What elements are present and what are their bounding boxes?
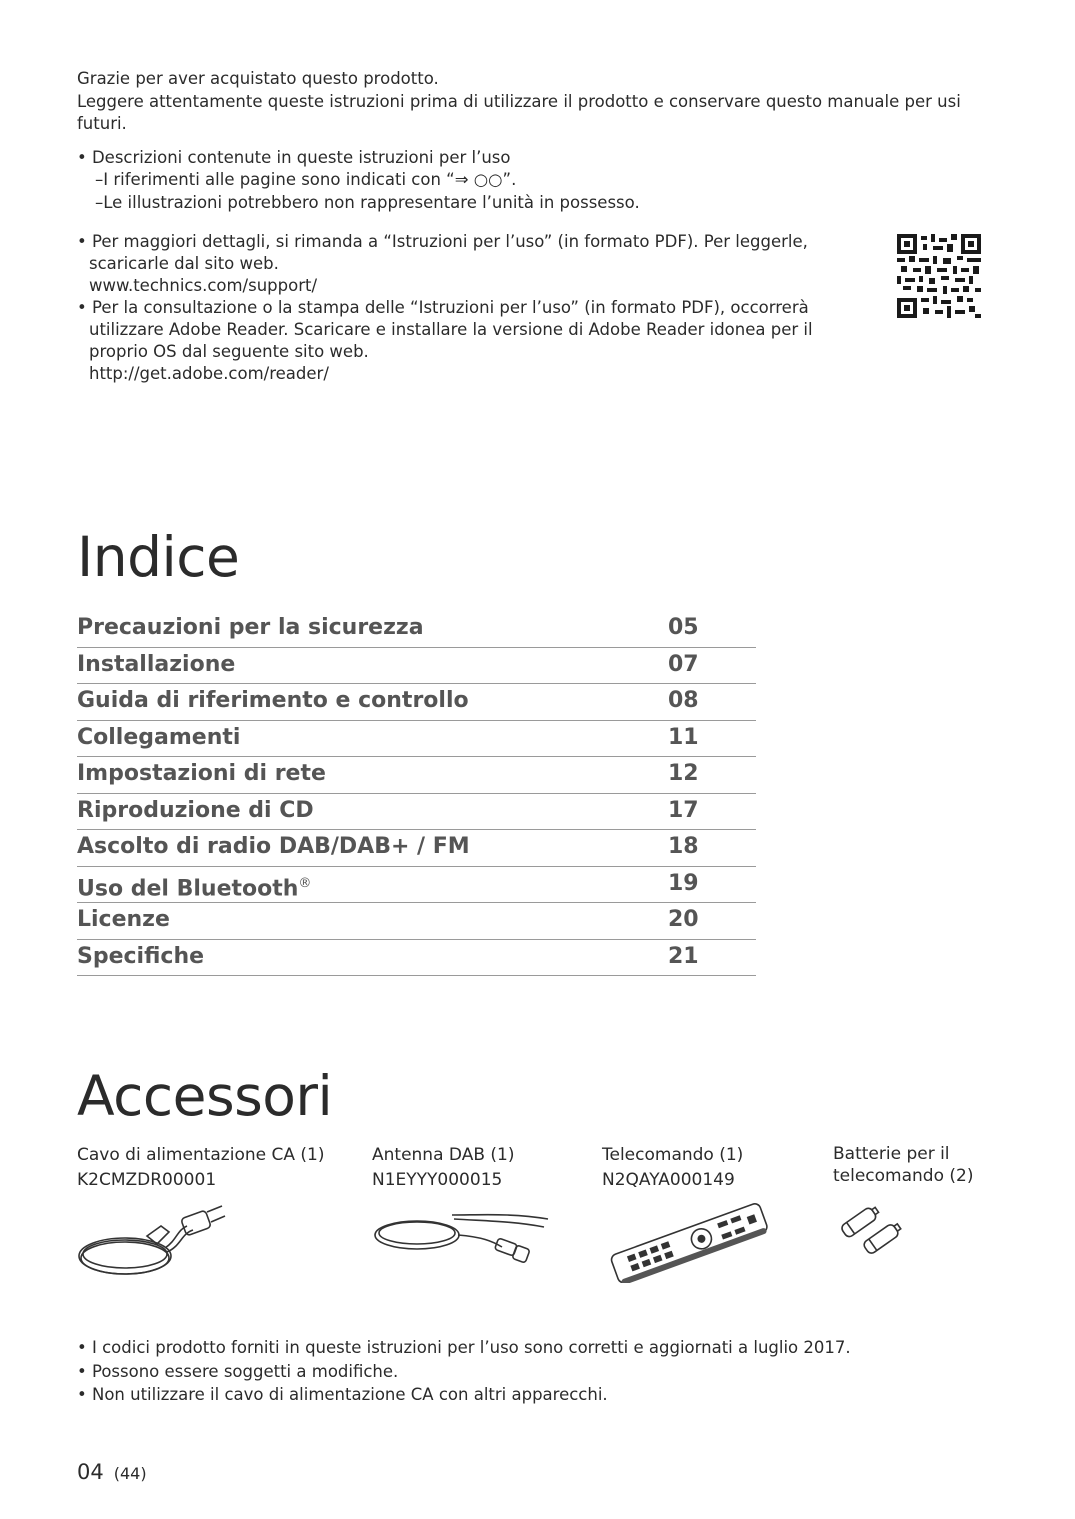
qr-code-icon <box>897 234 981 318</box>
power-cord-icon <box>77 1200 227 1280</box>
toc-entry-connections[interactable]: Collegamenti 11 <box>77 721 756 758</box>
dash-mark: – <box>95 192 104 212</box>
sub-illustrations: –Le illustrazioni potrebbero non rappresentare l’unità in possesso. <box>95 192 640 212</box>
url-adobe-reader[interactable]: http://get.adobe.com/reader/ <box>89 364 329 383</box>
accessories-title: Accessori <box>77 1064 333 1128</box>
dab-antenna-icon <box>372 1205 552 1270</box>
toc-entry-specs[interactable]: Specifiche 21 <box>77 940 756 977</box>
remote-control-icon <box>602 1203 772 1283</box>
accessory-batteries: Batterie per il telecomando (2) <box>833 1144 974 1186</box>
registered-mark: ® <box>298 875 312 891</box>
toc-entry-safety[interactable]: Precauzioni per la sicurezza 05 <box>77 611 756 648</box>
bullet-pdf-details: • Per maggiori dettagli, si rimanda a “Istruzioni per l’uso” (in formato PDF). Per leggerle, scaricarle dal sito web. <box>77 232 808 273</box>
toc-entry-controls[interactable]: Guida di riferimento e controllo 08 <box>77 684 756 721</box>
dash-mark: – <box>95 170 104 189</box>
toc-entry-bluetooth[interactable]: Uso del Bluetooth® 19 <box>77 867 756 904</box>
sub-page-references: –I riferimenti alle pagine sono indicati con “⇒ ○○”. <box>95 170 517 189</box>
page-footer <box>77 1460 147 1484</box>
bullet-adobe-reader: • Per la consultazione o la stampa delle “Istruzioni per l’uso” (in formato PDF), occorrerà utilizzare Adobe Reader. Scaricare e installare la versione di Adobe Reader idonea per il proprio OS dal seguente sito web. <box>77 298 813 361</box>
batteries-icon <box>833 1203 913 1258</box>
toc-entry-installation[interactable]: Installazione 07 <box>77 648 756 685</box>
intro-read-instructions: Leggere attentamente queste istruzioni prima di utilizzare il prodotto e conservare questo manuale per usi futuri. <box>77 92 961 133</box>
notes-descriptions <box>77 147 867 214</box>
url-technics-support[interactable]: www.technics.com/support/ <box>89 276 318 295</box>
footnote-power-cord: • Non utilizzare il cavo di alimentazione CA con altri apparecchi. <box>77 1385 608 1404</box>
toc-entry-network[interactable]: Impostazioni di rete 12 <box>77 757 756 794</box>
table-of-contents <box>77 611 756 976</box>
page-total: (44) <box>113 1464 147 1483</box>
toc-entry-cd[interactable]: Riproduzione di CD 17 <box>77 794 756 831</box>
notes-pdf <box>77 231 837 385</box>
accessory-dab-antenna: Antenna DAB (1) N1EYYY000015 <box>372 1145 515 1190</box>
footnote-changes: • Possono essere soggetti a modifiche. <box>77 1361 399 1381</box>
intro-text <box>77 68 997 136</box>
accessory-remote: Telecomando (1) N2QAYA000149 <box>602 1145 744 1190</box>
intro-thanks: Grazie per aver acquistato questo prodotto. <box>77 69 439 88</box>
footnotes <box>77 1336 997 1407</box>
accessory-power-cord: Cavo di alimentazione CA (1) K2CMZDR00001 <box>77 1145 325 1190</box>
footnote-codes: • I codici prodotto forniti in queste istruzioni per l’uso sono corretti e aggiornati a luglio 2017. <box>77 1338 851 1357</box>
page-number: 04 <box>77 1460 104 1484</box>
toc-title: Indice <box>77 525 240 589</box>
toc-entry-radio[interactable]: Ascolto di radio DAB/DAB+ / FM 18 <box>77 830 756 867</box>
bullet-descriptions: • Descrizioni contenute in queste istruzioni per l’uso <box>77 148 511 167</box>
toc-entry-licenses[interactable]: Licenze 20 <box>77 903 756 940</box>
